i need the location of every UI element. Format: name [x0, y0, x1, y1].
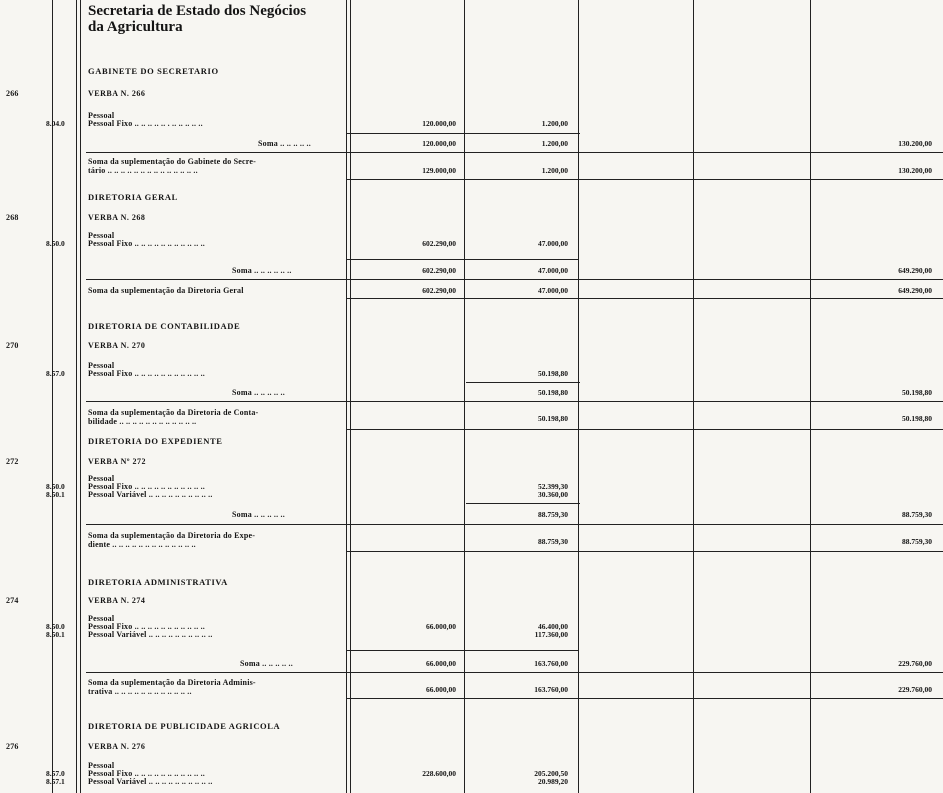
margin-number: 266: [6, 89, 19, 98]
pessoal-label: Pessoal: [88, 474, 115, 483]
verba-label: VERBA N. 274: [88, 596, 146, 605]
column-rule-col2: [578, 0, 579, 793]
suplementacao-line1: Soma da suplementação da Diretoria do Expe-: [88, 531, 256, 540]
pessoal-label: Pessoal: [88, 361, 115, 370]
item-label: Pessoal Fixo .. .. .. .. .. .. .. .. .. .. ..: [88, 769, 205, 778]
rule: [86, 524, 943, 525]
suplementacao-line2: diente .. .. .. .. .. .. .. .. .. .. .. .. ..: [88, 540, 196, 549]
margin-number: 268: [6, 213, 19, 222]
item-code: 8.50.1: [46, 490, 65, 499]
column-rule-description: [346, 0, 351, 793]
section-title: DIRETORIA DE CONTABILIDADE: [88, 321, 241, 331]
rule: [86, 672, 943, 673]
soma-value-col2: 1.200,00: [541, 139, 568, 148]
section-title: DIRETORIA DO EXPEDIENTE: [88, 436, 223, 446]
section-title: GABINETE DO SECRETARIO: [88, 66, 219, 76]
soma-value-col6: 649.290,00: [898, 266, 932, 275]
suplementacao-value-col1: 602.290,00: [422, 286, 456, 295]
soma-value-col6: 229.760,00: [898, 659, 932, 668]
item-value-col2: 47.000,00: [538, 239, 568, 248]
suplementacao-value-col6: 229.760,00: [898, 685, 932, 694]
item-value-col2: 46.400,00: [538, 622, 568, 631]
item-value-col1: 228.600,00: [422, 769, 456, 778]
column-rule-col4: [810, 0, 811, 793]
verba-label: VERBA N. 276: [88, 742, 146, 751]
rule: [346, 429, 943, 430]
rule: [346, 698, 943, 699]
column-rule-col3: [693, 0, 694, 793]
section-title: DIRETORIA DE PUBLICIDADE AGRICOLA: [88, 721, 281, 731]
item-value-col2: 1.200,00: [541, 119, 568, 128]
rule: [346, 298, 943, 299]
suplementacao-value-col6: 50.198,80: [902, 414, 932, 423]
item-value-col1: 120.000,00: [422, 119, 456, 128]
item-label: Pessoal Fixo .. .. .. .. .. .. .. .. .. .. ..: [88, 622, 205, 631]
pessoal-label: Pessoal: [88, 111, 115, 120]
soma-value-col2: 88.759,30: [538, 510, 568, 519]
soma-value-col1: 66.000,00: [426, 659, 456, 668]
pessoal-label: Pessoal: [88, 614, 115, 623]
suplementacao-line2: bilidade .. .. .. .. .. .. .. .. .. .. .. ..: [88, 417, 197, 426]
soma-label: Soma .. .. .. .. ..: [258, 139, 311, 148]
margin-number: 276: [6, 742, 19, 751]
item-label: Pessoal Fixo .. .. .. .. .. .. .. .. .. .. ..: [88, 482, 205, 491]
verba-label: VERBA N. 268: [88, 213, 146, 222]
suplementacao-value-col6: 130.200,00: [898, 166, 932, 175]
item-value-col2: 50.198,80: [538, 369, 568, 378]
page-title-line1: Secretaria de Estado dos Negócios: [88, 3, 307, 19]
column-rule-codes: [76, 0, 81, 793]
suplementacao-line2: trativa .. .. .. .. .. .. .. .. .. .. .. ..: [88, 687, 192, 696]
rule: [346, 551, 943, 552]
page-title-line2: da Agricultura: [88, 19, 183, 35]
item-label: Pessoal Variável .. .. .. .. .. .. .. .. .. ..: [88, 630, 213, 639]
soma-label: Soma .. .. .. .. ..: [232, 388, 285, 397]
item-code: 8.50.0: [46, 239, 65, 248]
suplementacao-value-col2: 50.198,80: [538, 414, 568, 423]
suplementacao-value-col1: 66.000,00: [426, 685, 456, 694]
soma-value-col2: 50.198,80: [538, 388, 568, 397]
suplementacao-value-col2: 1.200,00: [541, 166, 568, 175]
item-label: Pessoal Fixo .. .. .. .. .. . .. .. .. .. ..: [88, 119, 203, 128]
rule: [466, 133, 580, 134]
margin-number: 270: [6, 341, 19, 350]
item-value-col2: 20.989,20: [538, 777, 568, 786]
rule: [466, 382, 580, 383]
suplementacao-value-col6: 88.759,30: [902, 537, 932, 546]
soma-value-col2: 47.000,00: [538, 266, 568, 275]
rule: [86, 152, 943, 153]
suplementacao-line2: tário .. .. .. .. .. .. .. .. .. .. .. .. .. ..: [88, 166, 198, 175]
item-code: 8.57.1: [46, 777, 65, 786]
verba-label: VERBA Nº 272: [88, 457, 146, 466]
soma-value-col2: 163.760,00: [534, 659, 568, 668]
rule: [86, 279, 943, 280]
item-code: 8.57.0: [46, 369, 65, 378]
rule: [86, 401, 943, 402]
rule: [466, 503, 580, 504]
suplementacao-value-col2: 47.000,00: [538, 286, 568, 295]
suplementacao-line1: Soma da suplementação da Diretoria de Conta-: [88, 408, 259, 417]
verba-label: VERBA N. 266: [88, 89, 146, 98]
item-code: 8.50.0: [46, 482, 65, 491]
item-code: 8.04.0: [46, 119, 65, 128]
item-code: 8.50.0: [46, 622, 65, 631]
item-value-col1: 66.000,00: [426, 622, 456, 631]
pessoal-label: Pessoal: [88, 761, 115, 770]
item-value-col1: 602.290,00: [422, 239, 456, 248]
item-value-col2: 52.399,30: [538, 482, 568, 491]
soma-label: Soma .. .. .. .. .. ..: [232, 266, 292, 275]
suplementacao-value-col6: 649.290,00: [898, 286, 932, 295]
rule: [346, 259, 578, 260]
soma-value-col1: 120.000,00: [422, 139, 456, 148]
section-title: DIRETORIA GERAL: [88, 192, 178, 202]
soma-label: Soma .. .. .. .. ..: [240, 659, 293, 668]
suplementacao-value-col2: 88.759,30: [538, 537, 568, 546]
soma-value-col6: 50.198,80: [902, 388, 932, 397]
item-label: Pessoal Variável .. .. .. .. .. .. .. .. .. ..: [88, 777, 213, 786]
section-title: DIRETORIA ADMINISTRATIVA: [88, 577, 228, 587]
soma-value-col6: 88.759,30: [902, 510, 932, 519]
suplementacao-value-col1: 129.000,00: [422, 166, 456, 175]
verba-label: VERBA N. 270: [88, 341, 146, 350]
suplementacao-line1: Soma da suplementação do Gabinete do Secre-: [88, 157, 257, 166]
suplementacao-line1: Soma da suplementação da Diretoria Geral: [88, 286, 244, 295]
margin-number: 272: [6, 457, 19, 466]
pessoal-label: Pessoal: [88, 231, 115, 240]
rule: [346, 179, 943, 180]
column-rule-col1: [464, 0, 465, 793]
item-label: Pessoal Variável .. .. .. .. .. .. .. .. .. ..: [88, 490, 213, 499]
soma-value-col6: 130.200,00: [898, 139, 932, 148]
rule: [346, 133, 468, 134]
margin-number: 274: [6, 596, 19, 605]
item-code: 8.50.1: [46, 630, 65, 639]
item-value-col2: 205.200,50: [534, 769, 568, 778]
soma-value-col1: 602.290,00: [422, 266, 456, 275]
item-value-col2: 117.360,00: [534, 630, 568, 639]
suplementacao-line1: Soma da suplementação da Diretoria Adminis-: [88, 678, 256, 687]
item-code: 8.57.0: [46, 769, 65, 778]
item-label: Pessoal Fixo .. .. .. .. .. .. .. .. .. .. ..: [88, 369, 205, 378]
item-label: Pessoal Fixo .. .. .. .. .. .. .. .. .. .. ..: [88, 239, 205, 248]
rule: [346, 650, 578, 651]
suplementacao-value-col2: 163.760,00: [534, 685, 568, 694]
item-value-col2: 30.360,00: [538, 490, 568, 499]
soma-label: Soma .. .. .. .. ..: [232, 510, 285, 519]
